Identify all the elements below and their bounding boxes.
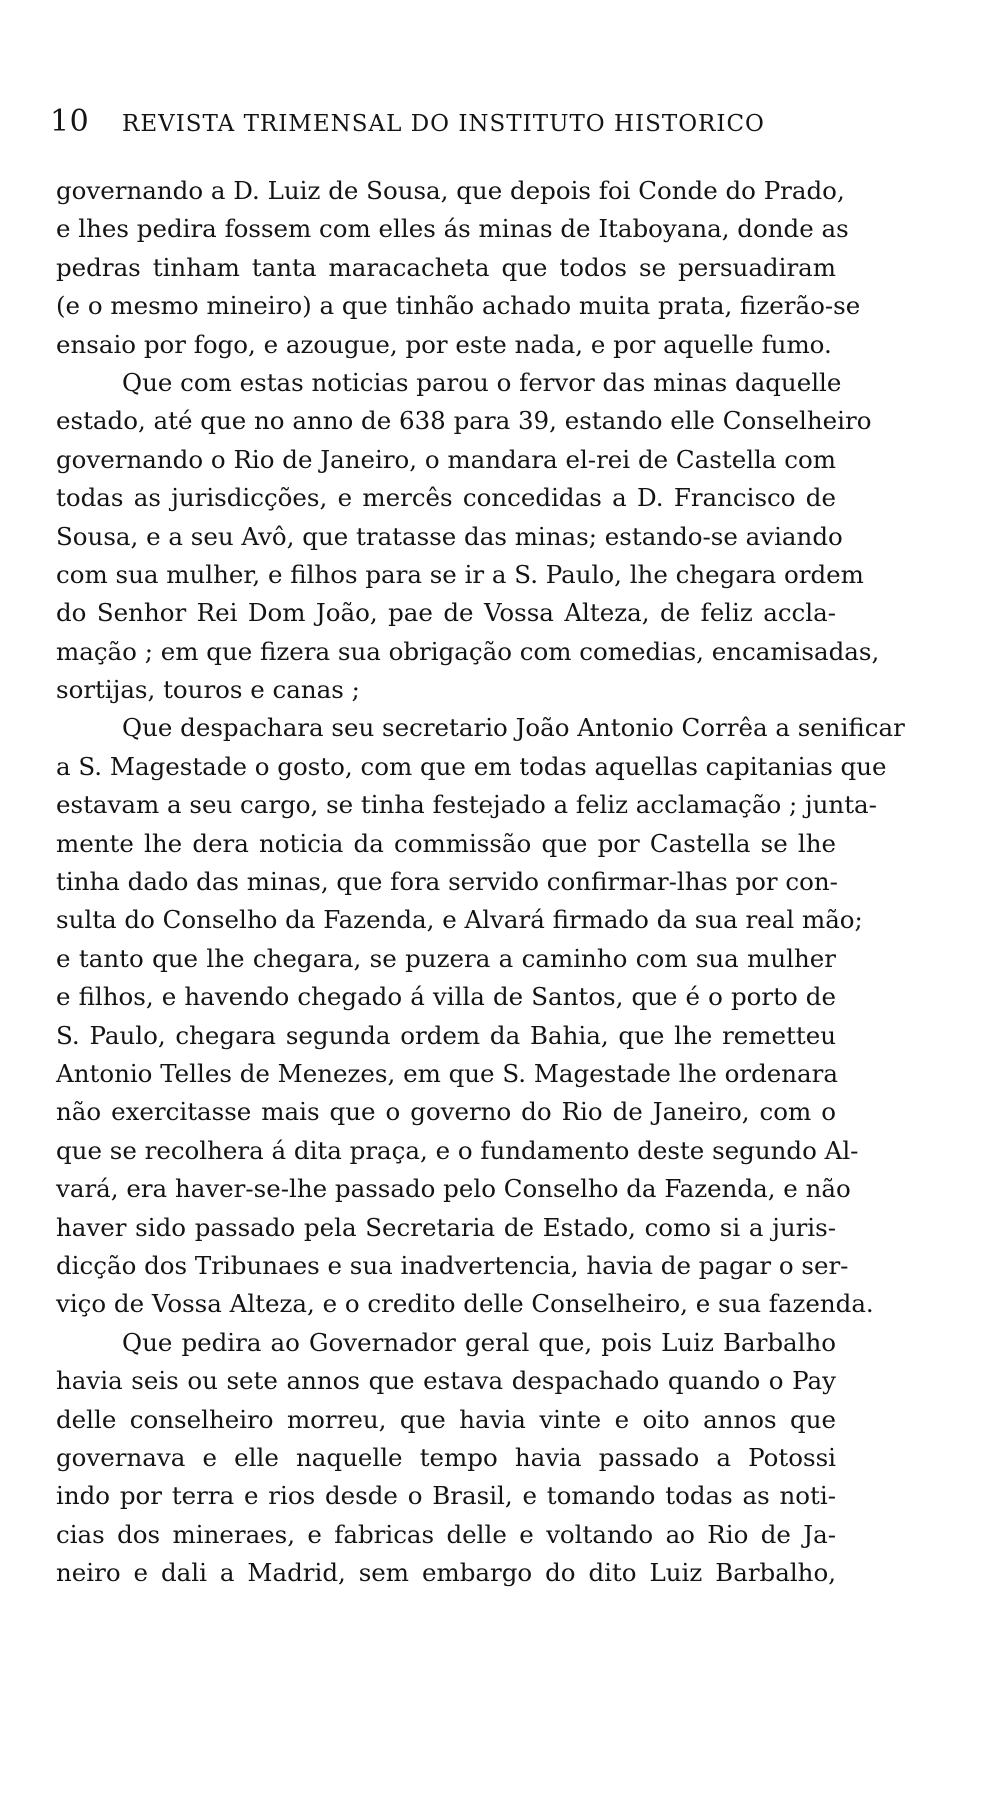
text-line: Que despachara seu secretario João Antonio Corrêa a senificar [122,713,905,743]
text-line: não exercitasse mais que o governo do Rio de Janeiro, com o [56,1097,836,1127]
text-line: Antonio Telles de Menezes, em que S. Magestade lhe ordenara [56,1058,838,1088]
text-line: estado, até que no anno de 638 para 39, estando elle Conselheiro [56,406,872,436]
text-line: indo por terra e rios desde o Brasil, e tomando todas as noti- [56,1481,836,1511]
text-line: neiro e dali a Madrid, sem embargo do dito Luiz Barbalho, [56,1558,836,1588]
text-line: Sousa, e a seu Avô, que tratasse das minas; estando-se aviando [56,521,843,551]
text-line: Que pedira ao Governador geral que, pois Luiz Barbalho [122,1327,836,1357]
text-line: mação ; em que fizera sua obrigação com comedias, encamisadas, [56,636,880,666]
text-line: tinha dado das minas, que fora servido confirmar-lhas por con- [56,867,838,897]
text-line: que se recolhera á dita praça, e o fundamento deste segundo Al- [56,1135,859,1165]
text-line: S. Paulo, chegara segunda ordem da Bahia, que lhe remetteu [56,1020,836,1050]
text-line: e filhos, e havendo chegado á villa de Santos, que é o porto de [56,982,836,1012]
text-line: mente lhe dera noticia da commissão que por Castella se lhe [56,828,836,858]
text-line: dicção dos Tribunaes e sua inadvertencia, havia de pagar o ser- [56,1250,849,1280]
text-line: do Senhor Rei Dom João, pae de Vossa Alteza, de feliz accla- [56,598,836,628]
text-line: com sua mulher, e filhos para se ir a S. Paulo, lhe chegara ordem [56,559,864,589]
text-line: havia seis ou sete annos que estava despachado quando o Pay [56,1366,836,1396]
running-head [50,104,890,144]
text-line: pedras tinham tanta maracacheta que todos se persuadiram [56,252,836,282]
text-line: governando a D. Luiz de Sousa, que depois foi Conde do Prado, [56,176,845,205]
text-line: sortijas, touros e canas ; [56,675,360,705]
text-line: cias dos mineraes, e fabricas delle e voltando ao Rio de Ja- [56,1519,836,1549]
text-line: sulta do Conselho da Fazenda, e Alvará firmado da sua real mão; [56,905,863,935]
text-line: governava e elle naquelle tempo havia passado a Potossi [56,1442,836,1472]
text-line: e tanto que lhe chegara, se puzera a caminho com sua mulher [56,943,836,973]
text-line: (e o mesmo mineiro) a que tinhão achado muita prata, fizerão-se [56,291,861,321]
text-line: delle conselheiro morreu, que havia vinte e oito annos que [56,1404,836,1434]
text-line: a S. Magestade o gosto, com que em todas aquellas capitanias que [56,751,887,781]
text-line: Que com estas noticias parou o fervor das minas daquelle [122,367,842,397]
page-number: 10 [50,104,90,139]
text-line: estavam a seu cargo, se tinha festejado a feliz acclamação ; junta- [56,790,877,820]
text-line: todas as jurisdicções, e mercês concedidas a D. Francisco de [56,483,836,513]
journal-title: REVISTA TRIMENSAL DO INSTITUTO HISTORICO [122,111,765,137]
text-line: e lhes pedira fossem com elles ás minas de Itaboyana, donde as [56,214,849,244]
text-line: governando o Rio de Janeiro, o mandara el-rei de Castella com [56,444,836,474]
text-line: vará, era haver-se-lhe passado pelo Conselho da Fazenda, e não [56,1174,851,1204]
text-line: haver sido passado pela Secretaria de Estado, como si a juris- [56,1212,836,1242]
text-line: viço de Vossa Alteza, e o credito delle Conselheiro, e sua fazenda. [56,1289,874,1319]
text-line: ensaio por fogo, e azougue, por este nada, e por aquelle fumo. [56,329,832,359]
body-text [56,172,905,1592]
